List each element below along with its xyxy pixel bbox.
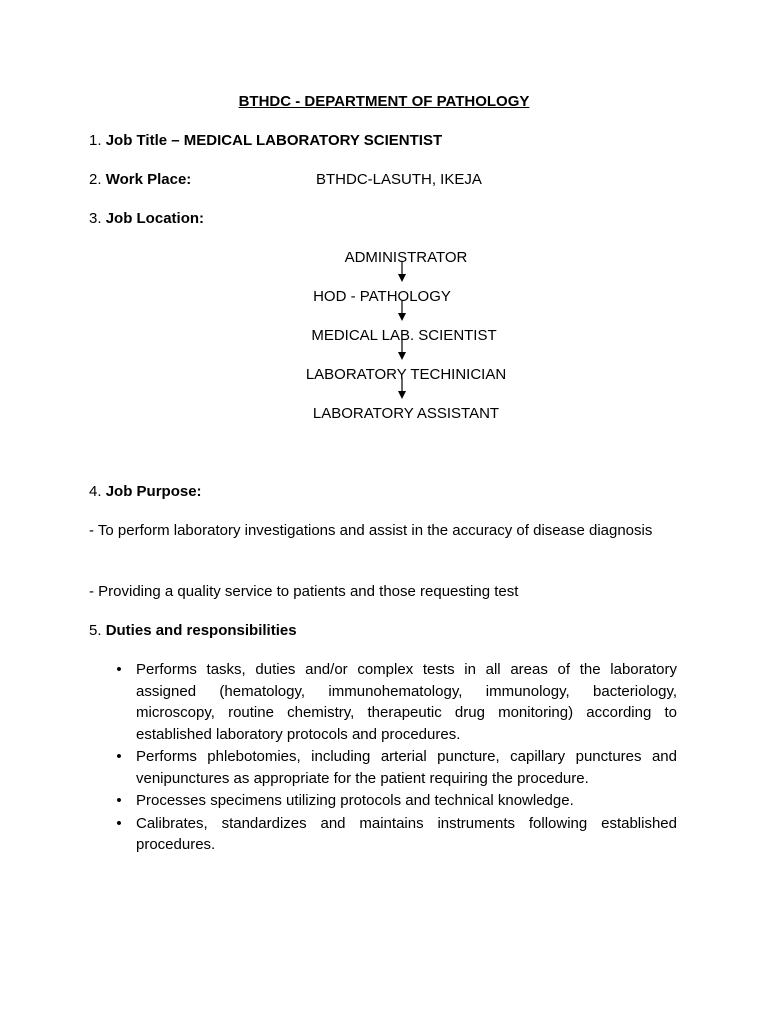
org-hierarchy-chart: [0, 245, 768, 430]
duties-number: 5.: [89, 622, 102, 639]
bullet-icon: •: [116, 792, 122, 809]
org-node-hod-pathology: HOD - PATHOLOGY: [313, 288, 451, 305]
work-place-label: Work Place:: [105, 171, 192, 188]
job-title-number: 1.: [89, 132, 102, 149]
org-node-laboratory-technician: LABORATORY TECHINICIAN: [305, 366, 507, 383]
org-node-administrator: ADMINISTRATOR: [344, 249, 468, 266]
org-node-medical-lab-scientist: MEDICAL LAB. SCIENTIST: [311, 327, 497, 344]
duty-text: Performs phlebotomies, including arterial puncture, capillary punctures and venipunctures as appropriate for the patient requiring the procedure.: [136, 748, 677, 787]
work-place-line: [89, 170, 689, 190]
job-location-line: [89, 209, 204, 229]
duties-heading-line: [89, 621, 297, 641]
job-location-label: Job Location:: [105, 210, 205, 227]
job-purpose-item: - To perform laboratory investigations and assist in the accuracy of disease diagnosis: [89, 522, 653, 539]
down-arrow-icon: [396, 378, 408, 400]
job-purpose-number: 4.: [89, 483, 102, 500]
bullet-icon: •: [116, 661, 122, 678]
job-title-value: MEDICAL LABORATORY SCIENTIST: [183, 132, 443, 149]
work-place-value: BTHDC-LASUTH, IKEJA: [316, 171, 482, 188]
duties-label: Duties and responsibilities: [105, 622, 297, 639]
bullet-icon: •: [116, 814, 122, 832]
list-item: [89, 813, 677, 856]
duty-text: Calibrates, standardizes and maintains instruments following established procedures.: [136, 814, 677, 853]
job-title-label: Job Title –: [105, 132, 180, 149]
job-purpose-item: - Providing a quality service to patients and those requesting test: [89, 583, 519, 600]
down-arrow-icon: [396, 300, 408, 322]
duty-text: Performs tasks, duties and/or complex tests in all areas of the laboratory assigned (hematology, immunohematology, immunology, bacteriology, microscopy, routine chemistry, therapeutic drug monitoring) according to established laboratory protocols and procedures.: [136, 661, 677, 743]
work-place-number: 2.: [89, 171, 102, 188]
list-item: [89, 746, 677, 789]
duties-list: [89, 659, 677, 857]
down-arrow-icon: [396, 261, 408, 283]
job-title-line: [89, 131, 442, 151]
job-purpose-label: Job Purpose:: [105, 483, 202, 500]
duty-text: Processes specimens utilizing protocols and technical knowledge.: [136, 792, 574, 809]
list-item: [89, 790, 677, 812]
document-title: BTHDC - DEPARTMENT OF PATHOLOGY: [238, 93, 530, 110]
bullet-icon: •: [116, 748, 122, 765]
job-purpose-line: [89, 482, 202, 502]
job-location-number: 3.: [89, 210, 102, 227]
org-node-laboratory-assistant: LABORATORY ASSISTANT: [312, 405, 500, 422]
list-item: [89, 659, 677, 745]
down-arrow-icon: [396, 339, 408, 361]
